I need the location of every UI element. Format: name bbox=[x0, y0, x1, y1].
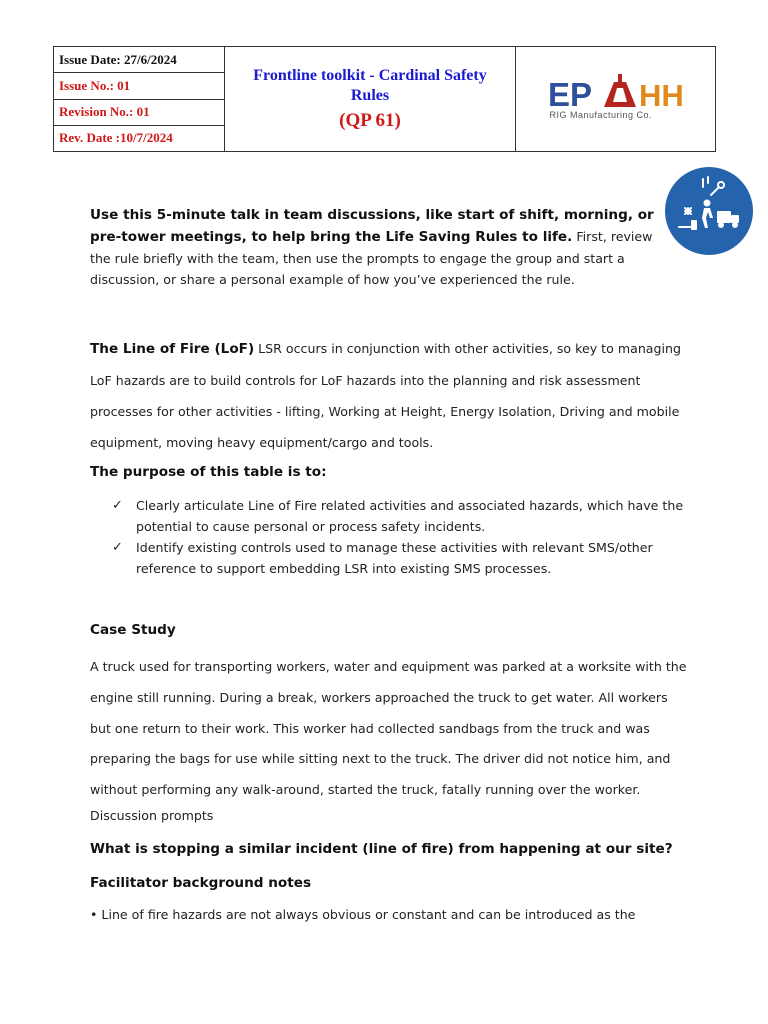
case-study-text: A truck used for transporting workers, water and equipment was parked at a worksite with the engine still running. During a break, workers approached the truck to get water. All workers but one return to their work. This worker had collected sandbags from the truck and was preparing the bags for use while sitting next to the truck. The driver did not notice him, and without performing any walk-around, started the truck, fatally running over the worker. bbox=[90, 659, 687, 798]
lof-bold-text: The Line of Fire (LoF) bbox=[90, 341, 255, 357]
logo-cell bbox=[516, 47, 716, 152]
discussion-question: What is stopping a similar incident (line of fire) from happening at our site? bbox=[90, 841, 673, 857]
logo-graphic bbox=[546, 74, 686, 110]
purpose-item bbox=[112, 537, 692, 579]
intro-rest-text: First, review the rule briefly with the team, then use the prompts to engage the group and start a discussion, or share a personal example of how you’ve experienced the rule. bbox=[90, 229, 653, 287]
logo-hh-text: HH bbox=[638, 78, 684, 110]
facilitator-bullet: • Line of fire hazards are not always obvious or constant and can be introduced as the bbox=[90, 907, 636, 922]
purpose-list bbox=[112, 495, 692, 579]
document-title: Frontline toolkit - Cardinal Safety Rules bbox=[253, 67, 487, 104]
logo-subtitle: RIG Manufacturing Co. bbox=[549, 110, 653, 120]
line-of-fire-safety-icon bbox=[665, 165, 753, 257]
rev-date: Rev. Date :10/7/2024 bbox=[54, 125, 225, 151]
document-code: (QP 61) bbox=[339, 110, 401, 131]
case-study-heading: Case Study bbox=[90, 622, 176, 638]
line-of-fire-paragraph bbox=[90, 333, 690, 458]
purpose-item-text: Clearly articulate Line of Fire related activities and associated hazards, which have the potential to cause personal or process safety incidents. bbox=[136, 498, 684, 534]
logo-ep-text: EP bbox=[547, 76, 592, 110]
derrick-icon bbox=[604, 74, 636, 107]
purpose-item-text: Identify existing controls used to manage these activities with relevant SMS/other reference to support embedding LSR into existing SMS processes. bbox=[136, 540, 653, 576]
issue-date: Issue Date: 27/6/2024 bbox=[54, 47, 225, 73]
purpose-heading: The purpose of this table is to: bbox=[90, 464, 327, 480]
lof-rest-text: LSR occurs in conjunction with other activities, so key to managing LoF hazards are to build controls for LoF hazards into the planning and risk assessment processes for other activities - lifting, Working at Height, Energy Isolation, Driving and mobile equipment, moving heavy equipment/cargo and tools. bbox=[90, 341, 681, 450]
purpose-item bbox=[112, 495, 692, 537]
intro-paragraph bbox=[90, 204, 670, 290]
discussion-prompts-label: Discussion prompts bbox=[90, 808, 214, 823]
header-table bbox=[53, 46, 716, 152]
title-cell bbox=[225, 47, 516, 152]
checkmark-icon: ✓ bbox=[112, 540, 123, 555]
company-logo bbox=[546, 74, 686, 124]
revision-no: Revision No.: 01 bbox=[54, 99, 225, 125]
checkmark-icon: ✓ bbox=[112, 498, 123, 513]
issue-no: Issue No.: 01 bbox=[54, 73, 225, 99]
facilitator-heading: Facilitator background notes bbox=[90, 875, 312, 891]
intro-bold-text: Use this 5-minute talk in team discussions, like start of shift, morning, or pre-tower meetings, to help bring the Life Saving Rules to life. bbox=[90, 207, 654, 245]
